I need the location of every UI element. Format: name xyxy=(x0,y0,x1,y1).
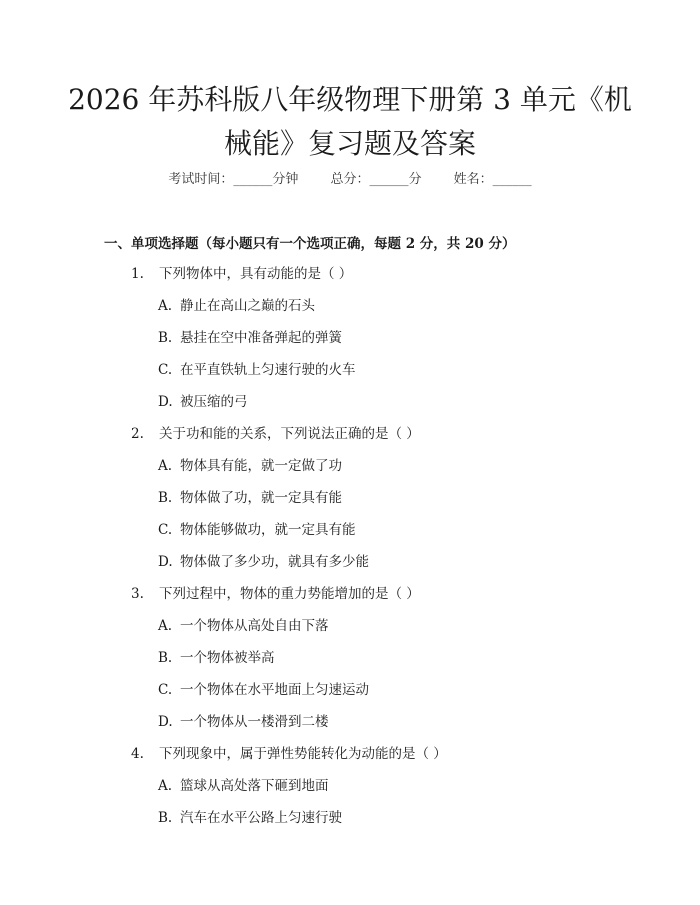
option-letter: C. xyxy=(158,682,173,698)
option-letter: B. xyxy=(158,650,173,666)
question-3-option-a xyxy=(158,614,329,634)
option-text: 物体做了多少功，就具有多少能 xyxy=(180,554,369,570)
question-1-option-a xyxy=(158,294,315,314)
option-letter: B. xyxy=(158,330,173,346)
option-text: 在平直铁轨上匀速行驶的火车 xyxy=(180,362,356,378)
question-3-option-c xyxy=(158,678,369,698)
option-letter: C. xyxy=(158,522,173,538)
question-3-option-d xyxy=(158,710,329,730)
option-text: 物体能够做功，就一定具有能 xyxy=(180,522,356,538)
exam-time-field: 考试时间：______分钟 xyxy=(168,172,299,187)
option-letter: D. xyxy=(158,714,173,730)
document-title xyxy=(60,78,640,166)
question-1-option-b xyxy=(158,326,342,346)
option-text: 汽车在水平公路上匀速行驶 xyxy=(180,810,342,826)
title-line-1: 2026 年苏科版八年级物理下册第 3 单元《机 xyxy=(68,83,632,116)
option-letter: A. xyxy=(158,458,173,474)
option-text: 一个物体从高处自由下落 xyxy=(180,618,329,634)
option-letter: B. xyxy=(158,810,173,826)
question-number: 2. xyxy=(131,426,144,442)
option-text: 静止在高山之巅的石头 xyxy=(180,298,315,314)
question-1 xyxy=(131,262,352,282)
question-4-option-a xyxy=(158,774,329,794)
question-text: 下列过程中，物体的重力势能增加的是（ ） xyxy=(159,586,420,602)
option-text: 物体做了功，就一定具有能 xyxy=(180,490,342,506)
question-2-option-b xyxy=(158,486,342,506)
option-letter: D. xyxy=(158,554,173,570)
option-letter: A. xyxy=(158,618,173,634)
option-text: 被压缩的弓 xyxy=(180,394,248,410)
option-text: 一个物体在水平地面上匀速运动 xyxy=(180,682,369,698)
question-text: 下列物体中，具有动能的是（ ） xyxy=(159,266,353,282)
option-text: 悬挂在空中准备弹起的弹簧 xyxy=(180,330,342,346)
question-number: 3. xyxy=(131,586,144,602)
question-3-option-b xyxy=(158,646,275,666)
option-text: 篮球从高处落下砸到地面 xyxy=(180,778,329,794)
question-text: 关于功和能的关系，下列说法正确的是（ ） xyxy=(159,426,420,442)
question-1-option-c xyxy=(158,358,356,378)
question-1-option-d xyxy=(158,390,248,410)
option-text: 物体具有能，就一定做了功 xyxy=(180,458,342,474)
option-letter: A. xyxy=(158,778,173,794)
student-name-field: 姓名：______ xyxy=(453,172,532,187)
option-text: 一个物体从一楼滑到二楼 xyxy=(180,714,329,730)
question-4 xyxy=(131,742,447,762)
option-letter: D. xyxy=(158,394,173,410)
question-number: 4. xyxy=(131,746,144,762)
question-text: 下列现象中，属于弹性势能转化为动能的是（ ） xyxy=(159,746,447,762)
question-4-option-b xyxy=(158,806,342,826)
option-letter: C. xyxy=(158,362,173,378)
section-heading: 一、单项选择题（每小题只有一个选项正确，每题 2 分，共 20 分） xyxy=(104,236,516,252)
option-letter: B. xyxy=(158,490,173,506)
title-line-2: 械能》复习题及答案 xyxy=(223,127,476,160)
question-2-option-d xyxy=(158,550,369,570)
question-2-option-a xyxy=(158,454,342,474)
question-number: 1. xyxy=(131,266,144,282)
question-2 xyxy=(131,422,420,442)
option-text: 一个物体被举高 xyxy=(180,650,275,666)
option-letter: A. xyxy=(158,298,173,314)
question-2-option-c xyxy=(158,518,356,538)
exam-meta xyxy=(0,168,700,187)
question-3 xyxy=(131,582,420,602)
total-score-field: 总分：______分 xyxy=(330,172,422,187)
